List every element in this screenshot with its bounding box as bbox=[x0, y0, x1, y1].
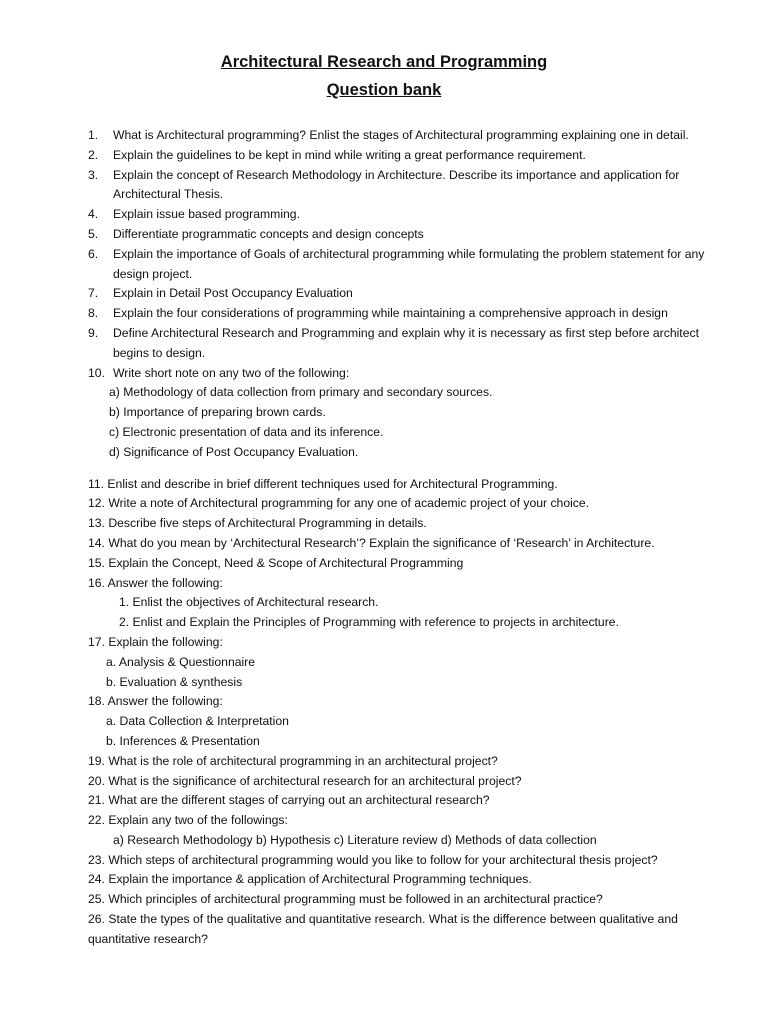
question-item: 18. Answer the following: bbox=[88, 694, 223, 709]
question-text: Differentiate programmatic concepts and design concepts bbox=[113, 226, 424, 241]
question-item: 17. Explain the following: bbox=[88, 634, 223, 649]
question-item bbox=[88, 364, 716, 384]
question-item: 15. Explain the Concept, Need & Scope of Architectural Programming bbox=[88, 555, 464, 570]
question-number: 5. bbox=[88, 226, 99, 241]
question-number: 7. bbox=[88, 286, 99, 301]
question-item: 24. Explain the importance & application of Architectural Programming techniques. bbox=[88, 872, 532, 887]
question-number: 9. bbox=[88, 325, 99, 340]
question-text: Explain the concept of Research Methodology in Architecture. Describe its importance and application for Architectural Thesis. bbox=[113, 167, 680, 202]
question-number: 6. bbox=[88, 246, 99, 261]
sub-question: a. Data Collection & Interpretation bbox=[106, 714, 289, 729]
question-number: 1. bbox=[88, 128, 99, 142]
question-item: 13. Describe five steps of Architectural Programming in details. bbox=[88, 516, 427, 531]
question-text: What is Architectural programming? Enlist the stages of Architectural programming explaining one in detail. bbox=[113, 128, 689, 142]
question-item bbox=[88, 166, 716, 206]
question-item bbox=[88, 225, 716, 245]
sub-question: a. Analysis & Questionnaire bbox=[106, 654, 256, 669]
sub-question: c) Electronic presentation of data and its inference. bbox=[109, 424, 384, 439]
question-item bbox=[88, 284, 716, 304]
question-item: 19. What is the role of architectural programming in an architectural project? bbox=[88, 753, 498, 768]
document-subtitle: Question bank bbox=[326, 81, 442, 99]
question-text: Define Architectural Research and Programming and explain why it is necessary as first step before architect begins to design. bbox=[113, 325, 699, 360]
document-title: Architectural Research and Programming bbox=[220, 53, 548, 71]
question-item: 21. What are the different stages of carrying out an architectural research? bbox=[88, 793, 490, 808]
question-item bbox=[88, 126, 716, 146]
question-number: 8. bbox=[88, 306, 99, 321]
sub-question: b. Evaluation & synthesis bbox=[106, 674, 243, 689]
question-item: 14. What do you mean by ‘Architectural Research’? Explain the significance of ‘Research’ in Architecture. bbox=[88, 535, 655, 550]
question-item: 20. What is the significance of architectural research for an architectural project? bbox=[88, 773, 522, 788]
sub-question: a) Methodology of data collection from primary and secondary sources. bbox=[109, 385, 493, 400]
question-text: Explain the guidelines to be kept in mind while writing a great performance requirement. bbox=[113, 147, 586, 162]
question-item bbox=[88, 205, 716, 225]
question-item bbox=[88, 146, 716, 166]
sub-question: 2. Enlist and Explain the Principles of Programming with reference to projects in architecture. bbox=[119, 615, 619, 630]
question-item: 23. Which steps of architectural programming would you like to follow for your architectural thesis project? bbox=[88, 852, 658, 867]
question-item bbox=[88, 245, 716, 285]
sub-question: d) Significance of Post Occupancy Evaluation. bbox=[109, 444, 359, 459]
sub-question: b. Inferences & Presentation bbox=[106, 733, 260, 748]
question-item: 16. Answer the following: bbox=[88, 575, 223, 590]
sub-question: a) Research Methodology b) Hypothesis c) Literature review d) Methods of data collection bbox=[113, 832, 597, 847]
sub-question: b) Importance of preparing brown cards. bbox=[109, 405, 326, 420]
question-item bbox=[88, 304, 716, 324]
question-text: Explain the four considerations of programming while maintaining a comprehensive approach in design bbox=[113, 306, 668, 321]
question-number: 2. bbox=[88, 147, 99, 162]
question-number: 10. bbox=[88, 365, 105, 380]
question-number: 3. bbox=[88, 167, 99, 182]
question-item bbox=[88, 324, 716, 364]
question-item: 25. Which principles of architectural programming must be followed in an architectural practice? bbox=[88, 892, 603, 907]
question-list-part2 bbox=[88, 475, 716, 950]
question-item: 26. State the types of the qualitative and quantitative research. What is the difference between qualitative and quantitative research? bbox=[88, 912, 678, 946]
question-number: 4. bbox=[88, 207, 99, 222]
question-item: 11. Enlist and describe in brief different techniques used for Architectural Programming. bbox=[88, 476, 558, 491]
question-list-part1 bbox=[88, 126, 716, 463]
sub-question-list bbox=[88, 383, 716, 462]
question-text: Explain in Detail Post Occupancy Evaluation bbox=[113, 286, 353, 301]
sub-question: 1. Enlist the objectives of Architectural research. bbox=[119, 595, 379, 610]
question-text: Write short note on any two of the following: bbox=[113, 365, 350, 380]
question-item: 22. Explain any two of the followings: bbox=[88, 813, 288, 828]
question-text: Explain issue based programming. bbox=[113, 207, 300, 222]
question-text: Explain the importance of Goals of architectural programming while formulating the problem statement for any design project. bbox=[113, 246, 705, 281]
question-item: 12. Write a note of Architectural programming for any one of academic project of your choice. bbox=[88, 496, 590, 511]
